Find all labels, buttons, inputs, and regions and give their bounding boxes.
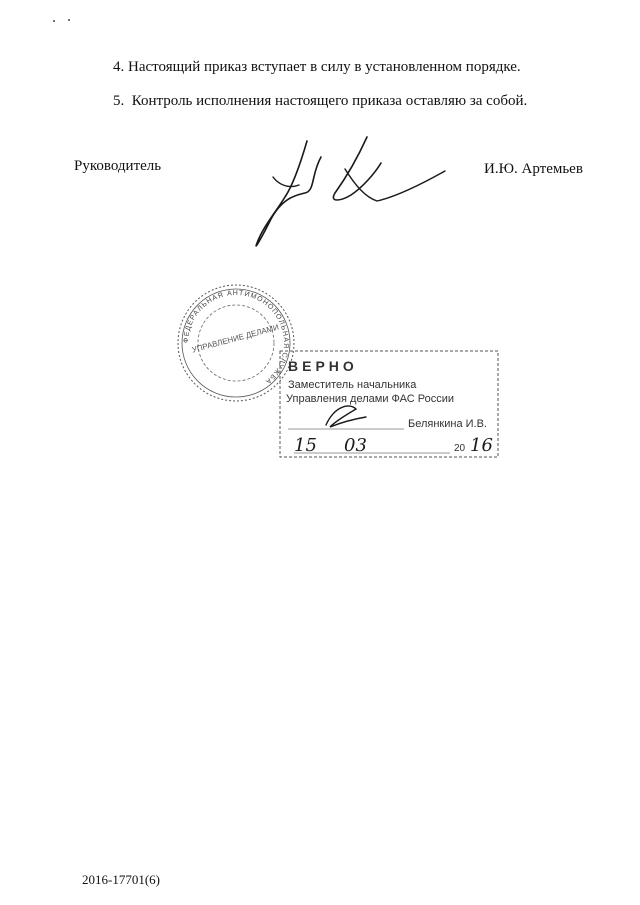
paragraph-number: 5. [113,93,125,109]
document-code: 2016-17701(6) [82,872,160,887]
stamp-signature [326,406,366,427]
verification-stamp [274,347,502,465]
stamp-year-suffix: 16 [470,435,493,456]
paragraph-5 [113,93,527,110]
paragraph-4 [113,59,521,76]
stamp-signer-name: Белянкина И.В. [408,418,487,430]
paragraph-text: Контроль исполнения настоящего приказа оставляю за собой. [128,93,528,109]
stamp-line-2: Управления делами ФАС России [286,393,454,405]
stamp-date-day: 15 [294,435,317,456]
seal-center-text: УПРАВЛЕНИЕ ДЕЛАМИ [190,322,280,355]
scan-speck [68,19,70,21]
scan-speck [53,20,55,22]
stamp-line-1: Заместитель начальника [288,379,417,391]
stamp-heading: ВЕРНО [288,358,358,374]
signatory-role: Руководитель [74,158,162,174]
signatory-name: И.Ю. Артемьев [484,161,583,177]
seal-ring-text: ФЕДЕРАЛЬНАЯ АНТИМОНОПОЛЬНАЯ СЛУЖБА [182,289,290,386]
handwritten-signature [245,135,475,250]
paragraph-number: 4. [113,59,125,75]
paragraph-text: Настоящий приказ вступает в силу в установленном порядке. [128,59,521,75]
stamp-date-month: 03 [344,435,367,456]
stamp-year-prefix: 20 [454,443,466,454]
